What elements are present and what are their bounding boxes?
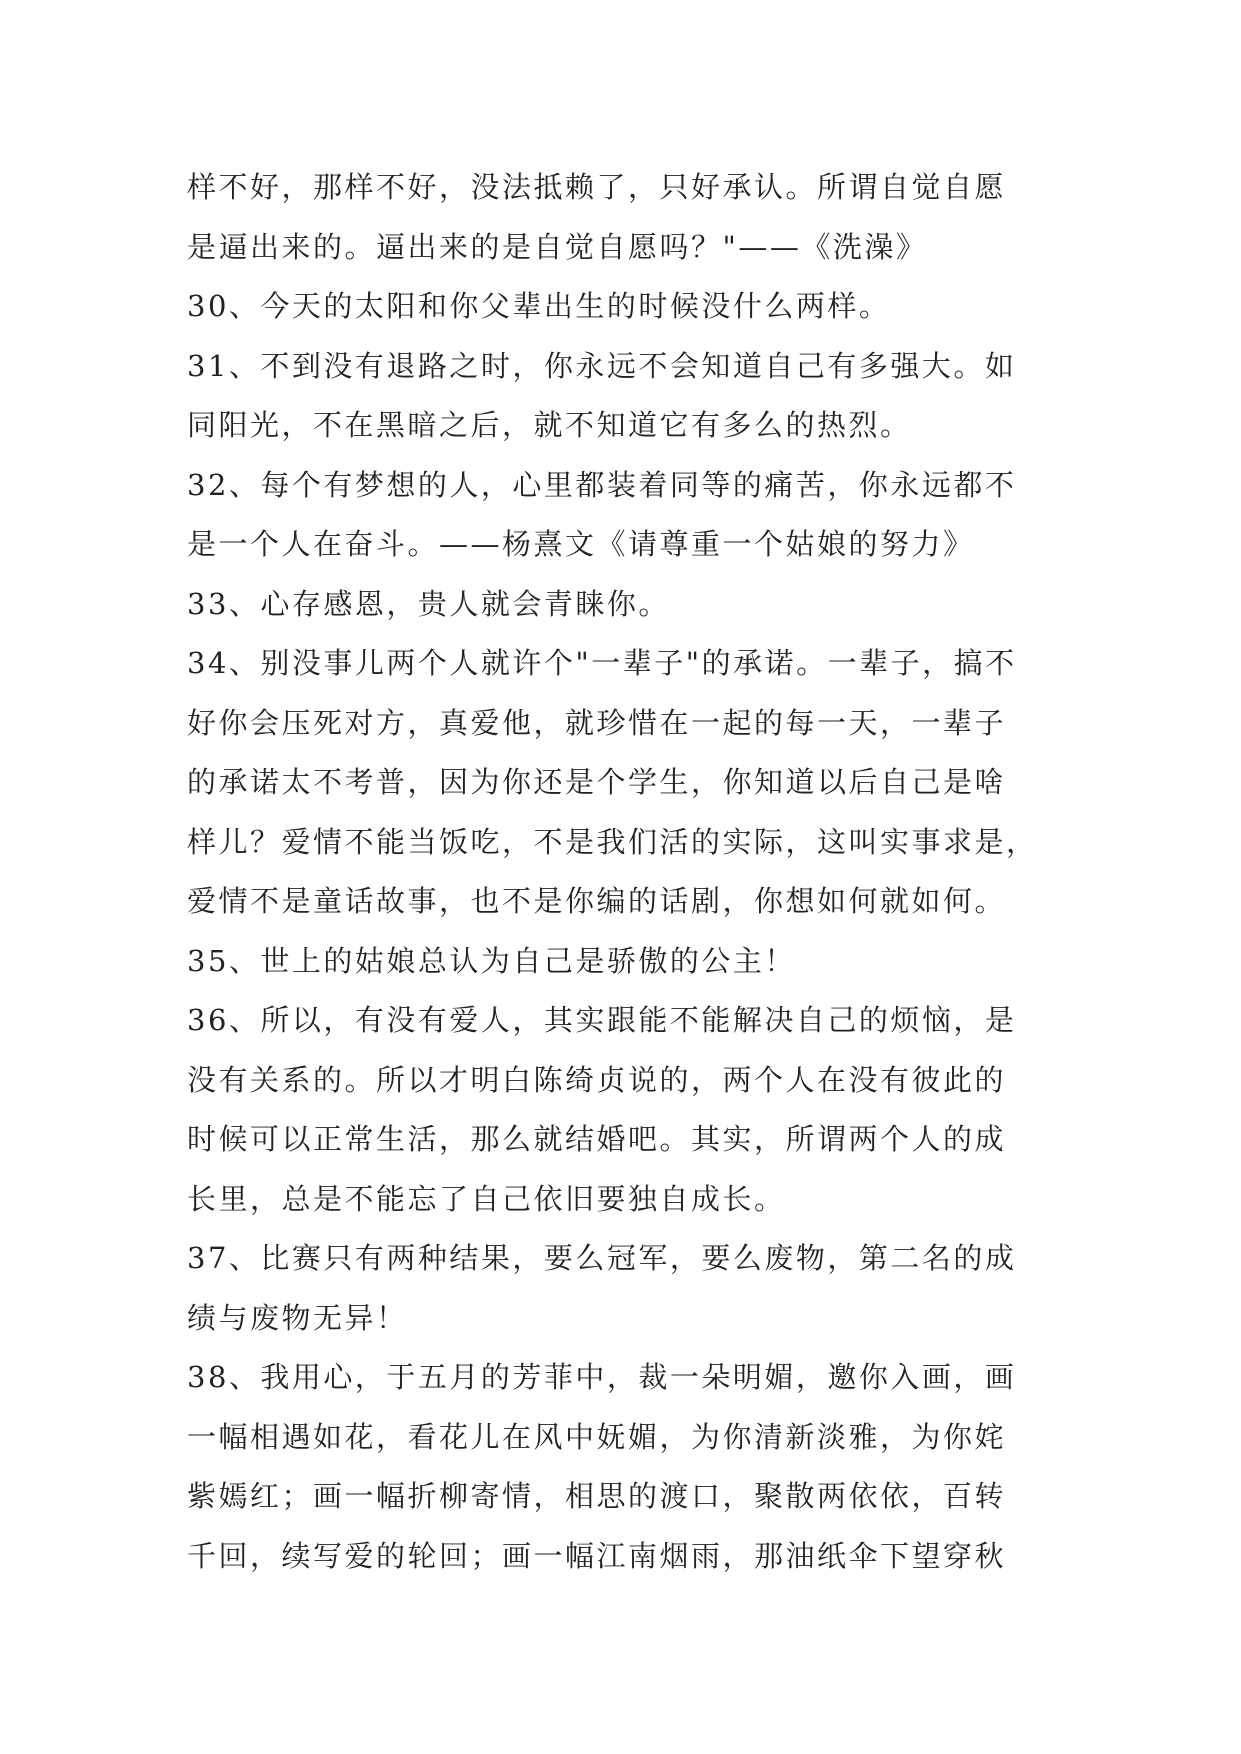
text-line: 样不好，那样不好，没法抵赖了，只好承认。所谓自觉自愿 (187, 170, 1007, 204)
text-line: 同阳光，不在黑暗之后，就不知道它有多么的热烈。 (187, 408, 912, 442)
text-line: 38、我用心，于五月的芳菲中，裁一朵明媚，邀你入画，画 (187, 1360, 1017, 1394)
text-line: 绩与废物无异！ (187, 1300, 408, 1335)
text-line: 紫嫣红；画一幅折柳寄情，相思的渡口，聚散两依依，百转 (187, 1479, 1007, 1513)
text-line: 34、别没事儿两个人就许个"一辈子"的承诺。一辈子，搞不 (187, 646, 1017, 680)
body-text (187, 158, 1067, 1586)
text-line: 33、心存感恩，贵人就会青睐你。 (187, 586, 670, 621)
text-line: 是一个人在奋斗。——杨熹文《请尊重一个姑娘的努力》 (187, 527, 975, 561)
text-line: 样儿？爱情不能当饭吃，不是我们活的实际，这叫实事求是， (187, 824, 1038, 859)
text-line: 没有关系的。所以才明白陈绮贞说的，两个人在没有彼此的 (187, 1062, 1007, 1097)
text-line: 的承诺太不考普，因为你还是个学生，你知道以后自己是啥 (187, 765, 1007, 799)
text-line: 37、比赛只有两种结果，要么冠军，要么废物，第二名的成 (187, 1241, 1017, 1275)
text-line: 30、今天的太阳和你父辈出生的时候没什么两样。 (187, 289, 891, 323)
text-line: 长里，总是不能忘了自己依旧要独自成长。 (187, 1181, 786, 1216)
text-line: 一幅相遇如花，看花儿在风中妩媚，为你清新淡雅，为你姹 (187, 1419, 1007, 1454)
text-line: 是逼出来的。逼出来的是自觉自愿吗？"——《洗澡》 (187, 229, 928, 264)
text-line: 31、不到没有退路之时，你永远不会知道自己有多强大。如 (187, 348, 1017, 383)
text-line: 好你会压死对方，真爱他，就珍惜在一起的每一天，一辈子 (187, 705, 1007, 740)
text-line: 千回，续写爱的轮回；画一幅江南烟雨，那油纸伞下望穿秋 (187, 1538, 1007, 1573)
text-line: 爱情不是童话故事，也不是你编的话剧，你想如何就如何。 (187, 884, 1007, 918)
text-line: 35、世上的姑娘总认为自己是骄傲的公主！ (187, 943, 796, 978)
text-line: 时候可以正常生活，那么就结婚吧。其实，所谓两个人的成 (187, 1122, 1007, 1156)
text-line: 36、所以，有没有爱人，其实跟能不能解决自己的烦恼，是 (187, 1003, 1017, 1037)
text-line: 32、每个有梦想的人，心里都装着同等的痛苦，你永远都不 (187, 467, 1017, 502)
